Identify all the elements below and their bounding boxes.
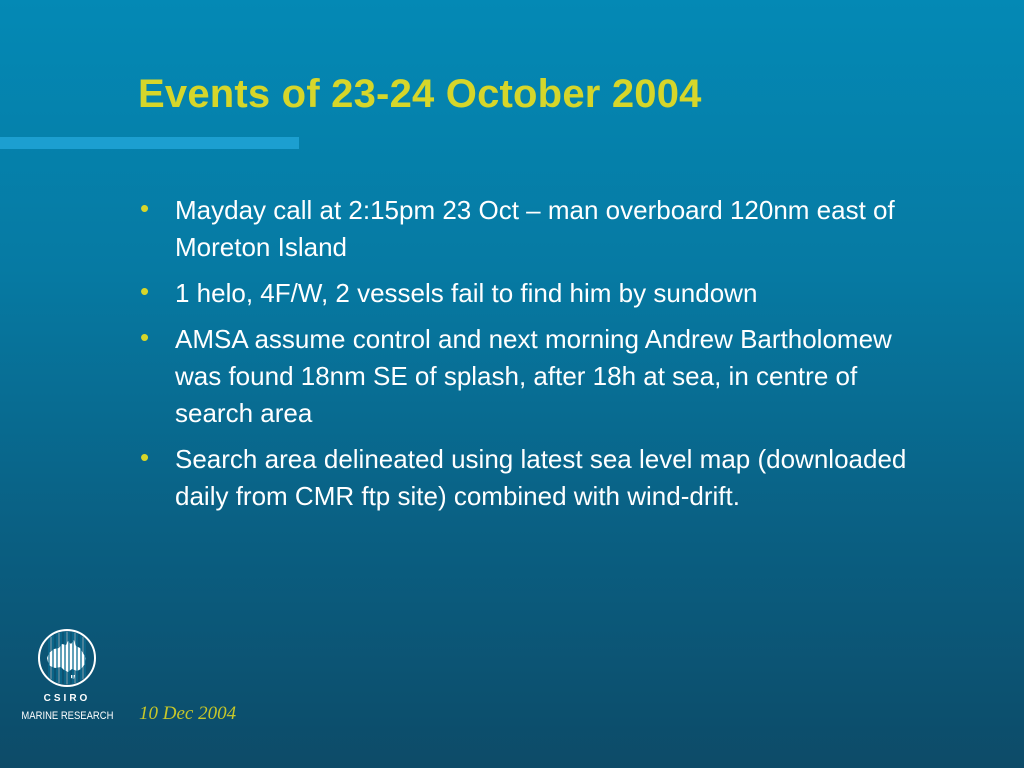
bullet-text: Search area delineated using latest sea level map (downloaded daily from CMR ftp site) combined with wind-drift.	[175, 444, 907, 511]
bullet-text: Mayday call at 2:15pm 23 Oct – man overboard 120nm east of Moreton Island	[175, 195, 895, 262]
bullet-dot-icon: •	[140, 442, 150, 472]
logo-division-name: MARINE RESEARCH	[21, 710, 114, 722]
bullet-dot-icon: •	[140, 276, 150, 306]
bullet-dot-icon: •	[140, 322, 150, 352]
slide-title: Events of 23-24 October 2004	[138, 72, 702, 116]
title-accent-bar	[0, 137, 299, 149]
bullet-item	[140, 441, 930, 515]
footer-date: 10 Dec 2004	[139, 703, 237, 724]
bullet-text: AMSA assume control and next morning Andrew Bartholomew was found 18nm SE of splash, after 18h at sea, in centre of search area	[175, 324, 892, 428]
bullet-dot-icon: •	[140, 193, 150, 223]
bullet-item	[140, 275, 930, 312]
csiro-logo	[14, 628, 120, 728]
bullet-item	[140, 321, 930, 432]
logo-organisation-name: CSIRO	[43, 693, 91, 704]
bullet-item	[140, 192, 930, 266]
bullet-list	[140, 192, 930, 524]
csiro-australia-emblem-icon	[37, 628, 97, 688]
bullet-text: 1 helo, 4F/W, 2 vessels fail to find him by sundown	[175, 278, 758, 308]
